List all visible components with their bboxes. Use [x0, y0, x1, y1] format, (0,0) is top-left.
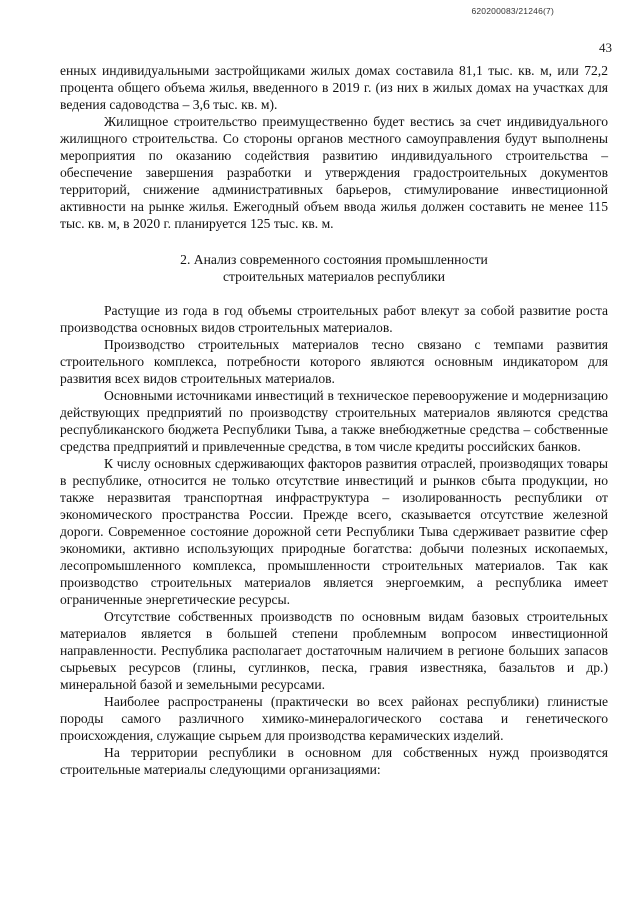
page-number: 43 [599, 40, 612, 55]
paragraph: Основными источниками инвестиций в техническое перевооружение и модернизацию действующих предприятий по производству строительных материалов являются средства республиканского бюджета Республики Тыва, а также внебюджетные средства – собственные средства предприятий и привлеченные средства, в том числе кредиты российских банков. [60, 388, 608, 454]
paragraph: Наиболее распространены (практически во всех районах республики) глинистые породы самого различного химико-минералогического состава и генетического происхождения, служащие сырьем для производства керамических изделий. [60, 694, 608, 743]
paragraph: К числу основных сдерживающих факторов развития отраслей, производящих товары в республике, относится не только отсутствие инвестиций и рынков сбыта продукции, но также неразвитая транспортная инфраструктура – изолированность республики от экономического пространства России. Прежде всего, сказывается отсутствие железной дороги. Современное состояние дорожной сети Республики Тыва сдерживает развитие сфер экономики, активно использующих природные богатства: добычи полезных ископаемых, лесопромышленного комплекса, промышленности строительных материалов. Так как производство строительных материалов является энергоемким, а республика имеет ограниченные энергетические ресурсы. [60, 456, 608, 607]
paragraph: Растущие из года в год объемы строительных работ влекут за собой развитие роста производства основных видов строительных материалов. [60, 303, 608, 335]
document-id: 620200083/21246(7) [471, 6, 554, 16]
paragraph: Отсутствие собственных производств по основным видам базовых строительных материалов является в большей степени проблемным вопросом инвестиционной направленности. Республика располагает достаточным наличием в регионе больших запасов сырьевых ресурсов (глины, суглинков, песка, гравия известняка, базальтов и др.) минеральной базой и земельными ресурсами. [60, 609, 608, 692]
section-heading-line1: 2. Анализ современного состояния промышленности [180, 252, 488, 267]
section-heading-line2: строительных материалов республики [223, 269, 445, 284]
paragraph: На территории республики в основном для собственных нужд производятся строительные материалы следующими организациями: [60, 745, 608, 777]
paragraph: Производство строительных материалов тесно связано с темпами развития строительного комплекса, потребности которого являются основным индикатором для развития всех видов строительных материалов. [60, 337, 608, 386]
document-body [60, 62, 608, 778]
section-heading [60, 251, 608, 285]
paragraph-continuation: енных индивидуальными застройщиками жилых домах составила 81,1 тыс. кв. м, или 72,2 процента общего объема жилья, введенного в 2019 г. (из них в жилых домах на участках для ведения садоводства – 3,6 тыс. кв. м). [60, 63, 608, 112]
paragraph-housing: Жилищное строительство преимущественно будет вестись за счет индивидуального жилищного строительства. Со стороны органов местного самоуправления будут выполнены мероприятия по оказанию содействия развитию индивидуального строительства – обеспечение завершения разработки и утверждения градостроительных документов территорий, снижение административных барьеров, стимулирование инвестиционной активности на рынке жилья. Ежегодный объем ввода жилья должен составить не менее 115 тыс. кв. м, в 2020 г. планируется 125 тыс. кв. м. [60, 114, 608, 231]
